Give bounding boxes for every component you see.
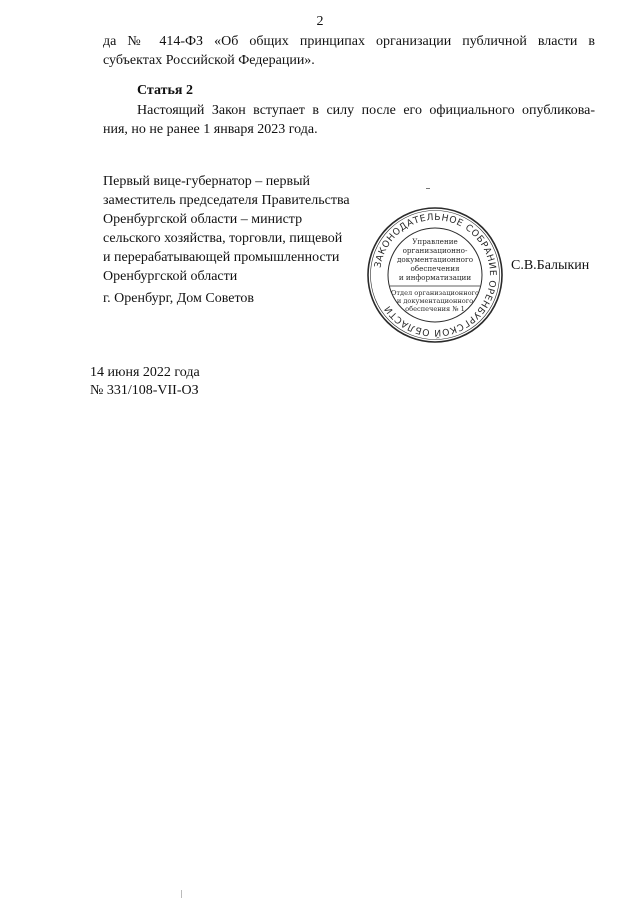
- seal-bottom-line-2: и документационного: [396, 297, 474, 305]
- seal-ring-text: ЗАКОНОДАТЕЛЬНОЕ СОБРАНИЕ ОРЕНБУРГСКОЙ ОБЛАСТИ: [372, 211, 499, 339]
- article-paragraph: [103, 101, 595, 139]
- signer-title-line-4: сельского хозяйства, торговли, пищевой: [103, 231, 343, 246]
- issue-date: 14 июня 2022 года: [90, 365, 200, 380]
- issue-number: № 331/108-VII-ОЗ: [90, 383, 199, 398]
- seal-graphic: [366, 206, 504, 344]
- issue-block: [90, 364, 200, 400]
- scan-artifact: [181, 890, 182, 898]
- article-line-1: Настоящий Закон вступает в силу после его официального опубликова-: [137, 103, 595, 118]
- article-line-2: ния, но не ранее 1 января 2023 года.: [103, 122, 318, 137]
- article-heading: Статья 2: [137, 83, 193, 98]
- signer-title-line-3: Оренбургской области – министр: [103, 212, 303, 227]
- seal-center-line-2: организационно-: [402, 246, 468, 255]
- seal-center-line-4: обеспечения: [410, 264, 460, 273]
- signer-name: С.В.Балыкин: [511, 258, 590, 273]
- continuation-line-1: да № 414-ФЗ «Об общих принципах организации публичной власти в: [103, 34, 595, 49]
- signer-title-line-6: Оренбургской области: [103, 269, 238, 284]
- signing-place: г. Оренбург, Дом Советов: [103, 291, 254, 306]
- signature-mark: [426, 188, 430, 189]
- page-number: 2: [316, 14, 324, 29]
- signer-title-line-1: Первый вице-губернатор – первый: [103, 174, 311, 189]
- seal-bottom-line-1: Отдел организационного: [391, 289, 479, 297]
- official-seal: [366, 206, 504, 344]
- seal-bottom-line-3: обеспечения № 1: [405, 305, 465, 313]
- signer-title: [103, 172, 350, 286]
- seal-center-line-1: Управление: [412, 237, 458, 246]
- seal-center-line-5: и информатизации: [398, 273, 472, 282]
- continuation-line-2: субъектах Российской Федерации».: [103, 53, 315, 68]
- continuation-paragraph: [103, 32, 595, 70]
- signer-title-line-5: и перерабатывающей промышленности: [103, 250, 340, 265]
- signer-title-line-2: заместитель председателя Правительства: [103, 193, 350, 208]
- seal-center-line-3: документационного: [396, 255, 474, 264]
